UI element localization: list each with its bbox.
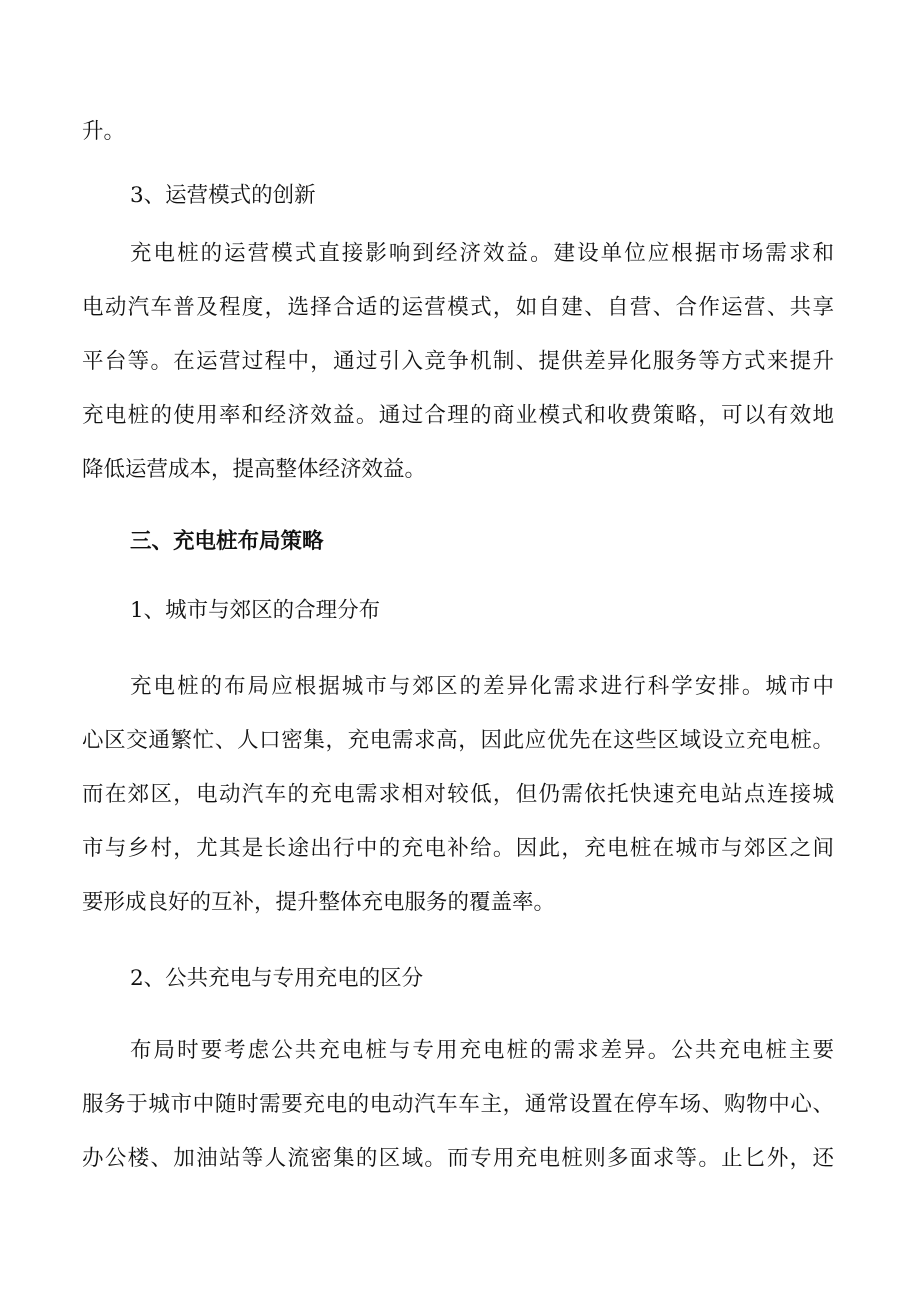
paragraph-line: 心区交通繁忙、人口密集，充电需求高，因此应优先在这些区域设立充电桩。 — [82, 728, 834, 753]
paragraph-line: 平台等。在运营过程中，通过引入竞争机制、提供差异化服务等方式来提升 — [82, 349, 834, 374]
paragraph-line: 市与乡村，尤其是长途出行中的充电补给。因此，充电桩在城市与郊区之间 — [82, 836, 834, 861]
subheading-public-private: 2、公共充电与专用充电的区分 — [130, 966, 424, 991]
paragraph-line: 充电桩的使用率和经济效益。通过合理的商业模式和收费策略，可以有效地 — [82, 403, 834, 428]
paragraph-line: 要形成良好的互补，提升整体充电服务的覆盖率。 — [82, 890, 556, 915]
paragraph-line: 降低运营成本，提高整体经济效益。 — [82, 457, 427, 482]
paragraph-line: 服务于城市中随时需要充电的电动汽车车主，通常设置在停车场、购物中心、 — [82, 1092, 834, 1117]
paragraph-line: 充电桩的运营模式直接影响到经济效益。建设单位应根据市场需求和 — [130, 241, 834, 266]
continuation-line: 升。 — [82, 119, 126, 144]
paragraph-line: 电动汽车普及程度，选择合适的运营模式，如自建、自营、合作运营、共享 — [82, 295, 834, 320]
chapter-heading: 三、充电桩布局策略 — [130, 529, 324, 554]
paragraph-line: 而在郊区，电动汽车的充电需求相对较低，但仍需依托快速充电站点连接城 — [82, 782, 834, 807]
subheading-operation-model: 3、运营模式的创新 — [130, 183, 316, 208]
subheading-urban-suburban: 1、城市与郊区的合理分布 — [130, 598, 381, 623]
paragraph-line: 布局时要考虑公共充电桩与专用充电桩的需求差异。公共充电桩主要 — [130, 1038, 834, 1063]
paragraph-line: 办公楼、加油站等人流密集的区域。而专用充电桩则多面求等。止匕外，还 — [82, 1146, 834, 1171]
paragraph-line: 充电桩的布局应根据城市与郊区的差异化需求进行科学安排。城市中 — [130, 674, 834, 699]
